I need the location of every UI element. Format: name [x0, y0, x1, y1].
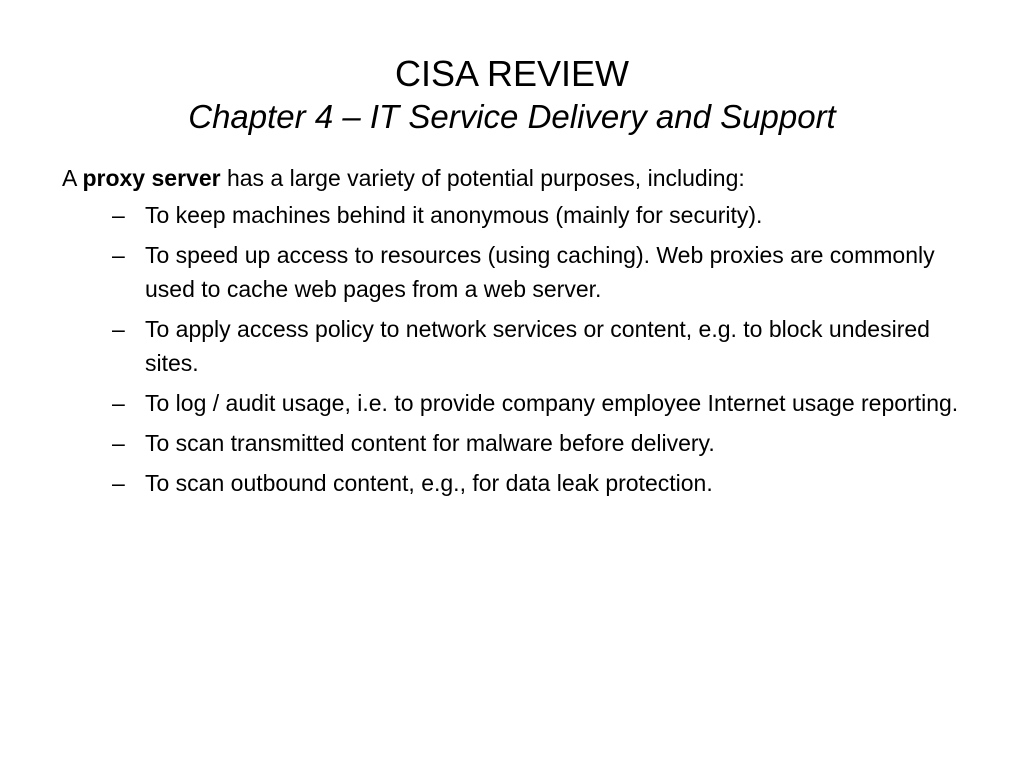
bullet-text: To speed up access to resources (using caching). Web proxies are commonly used to cache web pages from a web server. [145, 242, 935, 302]
bullet-text: To scan outbound content, e.g., for data leak protection. [145, 470, 713, 496]
bullet-text: To keep machines behind it anonymous (mainly for security). [145, 202, 763, 228]
dash-icon: – [112, 316, 125, 342]
bullet-item [62, 198, 972, 232]
bullet-item [62, 386, 972, 420]
bullet-list [62, 198, 972, 500]
slide-title: CISA REVIEW [394, 53, 630, 94]
dash-icon: – [112, 242, 125, 268]
dash-icon: – [112, 202, 125, 228]
body-text [62, 162, 972, 506]
bullet-text: To apply access policy to network services or content, e.g. to block undesired sites. [145, 316, 930, 376]
intro-paragraph [62, 162, 972, 194]
bullet-item [62, 426, 972, 460]
bullet-item [62, 312, 972, 380]
dash-icon: – [112, 470, 125, 496]
title-block [0, 52, 1024, 138]
slide-subtitle: Chapter 4 – IT Service Delivery and Support [188, 98, 836, 135]
bullet-item [62, 466, 972, 500]
dash-icon: – [112, 390, 125, 416]
intro-bold-term: proxy server [82, 165, 221, 191]
intro-prefix: A [62, 165, 83, 191]
bullet-text: To log / audit usage, i.e. to provide company employee Internet usage reporting. [145, 390, 959, 416]
dash-icon: – [112, 430, 125, 456]
bullet-text: To scan transmitted content for malware before delivery. [145, 430, 715, 456]
intro-suffix: has a large variety of potential purposes, including: [220, 165, 745, 191]
bullet-item [62, 238, 972, 306]
